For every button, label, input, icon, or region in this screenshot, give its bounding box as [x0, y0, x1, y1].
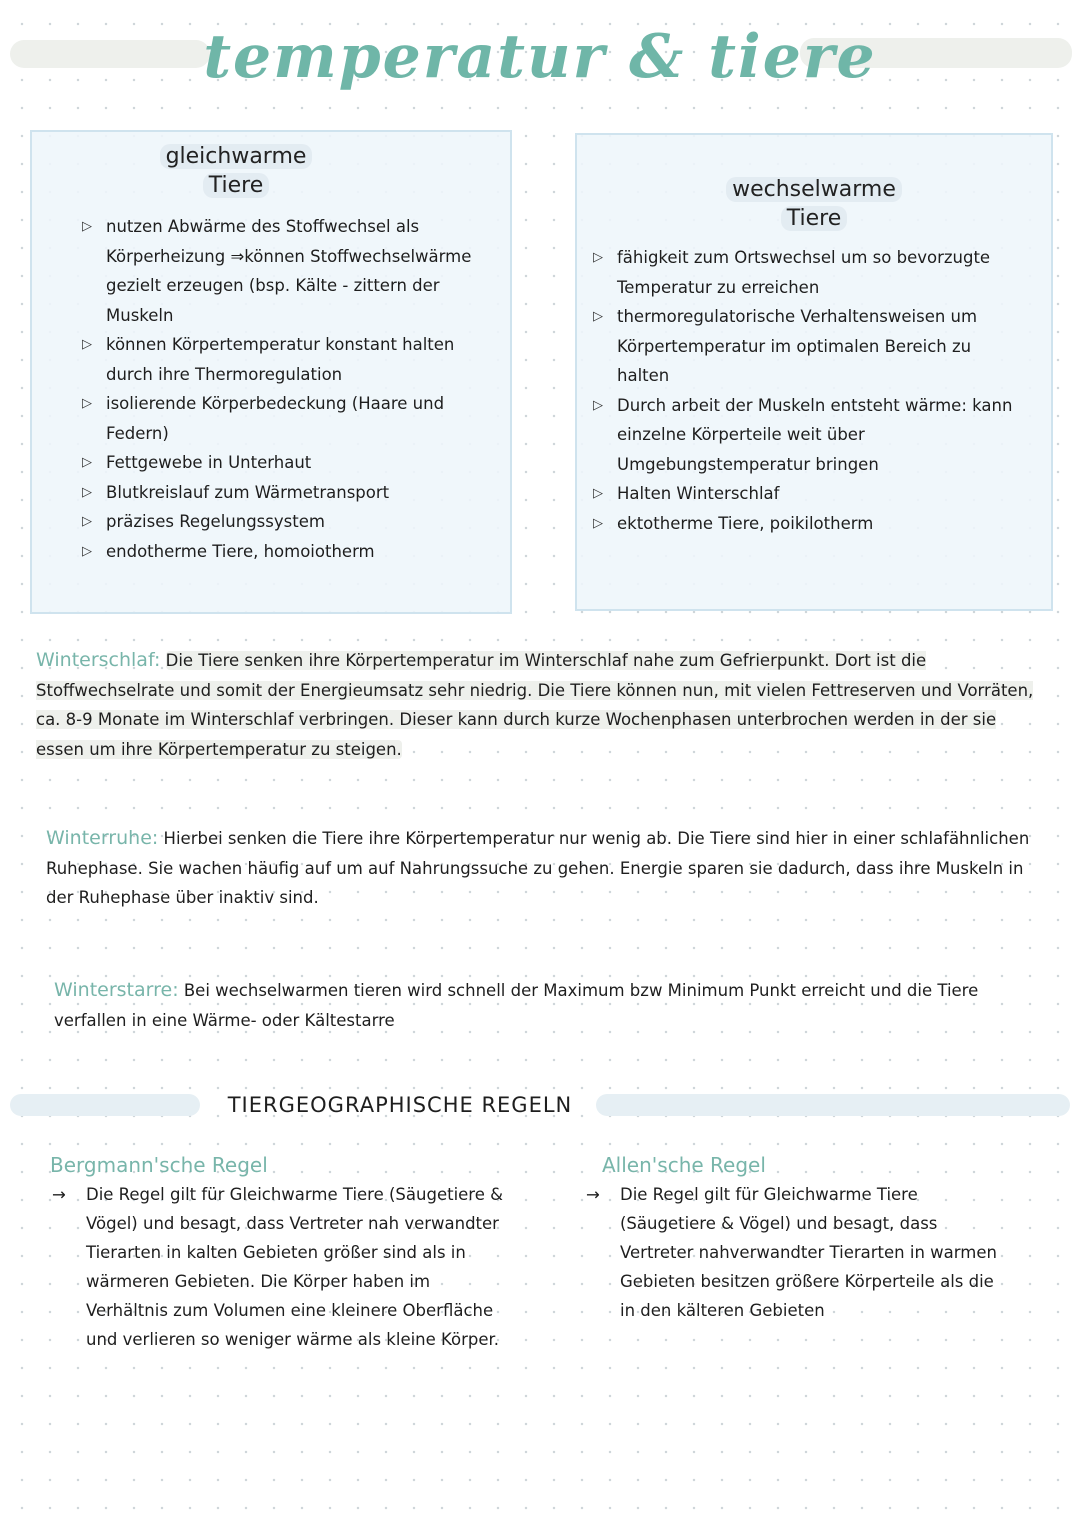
- winterstarre-paragraph: [54, 976, 1036, 1035]
- triangle-bullet-icon: ▷: [82, 514, 92, 529]
- triangle-bullet-icon: ▷: [82, 337, 92, 352]
- arrow-right-icon: →: [52, 1185, 66, 1204]
- arrow-right-icon: →: [586, 1185, 600, 1204]
- winterruhe-term: Winterruhe:: [46, 827, 159, 849]
- triangle-bullet-icon: ▷: [82, 484, 92, 500]
- allen-body: → Die Regel gilt für Gleichwarme Tiere (Säugetiere & Vögel) und besagt, dass Vertreter nahverwandter Tierarten in warmen Gebieten besitzen größere Körperteile als die in den kälteren Gebieten: [584, 1180, 1014, 1325]
- triangle-bullet-icon: ▷: [593, 515, 603, 531]
- gleichwarme-list: [82, 212, 474, 566]
- list-item: ▷ Fettgewebe in Unterhaut: [82, 448, 474, 478]
- box-wechselwarme-title: wechselwarme Tiere: [577, 175, 1051, 233]
- list-item: ▷ endotherme Tiere, homoiotherm: [82, 537, 474, 567]
- winterstarre-text: Bei wechselwarmen tieren wird schnell der Maximum bzw Minimum Punkt erreicht und die Tiere verfallen in eine Wärme- oder Kältestarre: [54, 981, 979, 1030]
- winterschlaf-paragraph: [36, 646, 1036, 764]
- winterstarre-term: Winterstarre:: [54, 979, 179, 1001]
- box-gleichwarme-title: gleichwarme Tiere: [0, 142, 510, 200]
- bergmann-body: → Die Regel gilt für Gleichwarme Tiere (Säugetiere & Vögel) und besagt, dass Vertreter nah verwandter Tierarten in kalten Gebieten größer sind als in wärmeren Gebieten. Die Körper haben im Verhältnis zum Volumen eine kleinere Oberfläche und verlieren so weniger wärme als kleine Körper.: [50, 1180, 510, 1354]
- winterruhe-text: Hierbei senken die Tiere ihre Körpertemperatur nur wenig ab. Die Tiere sind hier in einer schlafähnlichen Ruhephase. Sie wachen häufig auf um auf Nahrungssuche zu gehen. Energie sparen sie dadurch, dass ihre Muskeln in der Ruhephase über inaktiv sind.: [46, 829, 1030, 907]
- wechselwarme-list: [593, 243, 1021, 538]
- list-item: ▷ Durch arbeit der Muskeln entsteht wärme: kann einzelne Körperteile weit über Umgebungstemperatur bringen: [593, 391, 1021, 480]
- triangle-bullet-icon: ▷: [593, 250, 603, 265]
- section-bar-left: [10, 1094, 200, 1116]
- triangle-bullet-icon: ▷: [82, 219, 92, 234]
- allen-rule: [584, 1150, 1014, 1325]
- triangle-bullet-icon: ▷: [82, 543, 92, 559]
- list-item: ▷ präzises Regelungssystem: [82, 507, 474, 537]
- list-item: ▷ nutzen Abwärme des Stoffwechsel als Körperheizung ⇒können Stoffwechselwärme gezielt erzeugen (bsp. Kälte - zittern der Muskeln: [82, 212, 474, 330]
- triangle-bullet-icon: ▷: [593, 309, 603, 324]
- list-item: ▷ isolierende Körperbedeckung (Haare und Federn): [82, 389, 474, 448]
- allen-title: Allen'sche Regel: [602, 1153, 766, 1177]
- bergmann-rule: [50, 1150, 510, 1354]
- winterruhe-paragraph: [46, 824, 1036, 913]
- section-bar-right: [596, 1094, 1070, 1116]
- list-item: ▷ thermoregulatorische Verhaltensweisen um Körpertemperatur im optimalen Bereich zu halten: [593, 302, 1021, 391]
- triangle-bullet-icon: ▷: [82, 396, 92, 411]
- list-item: ▷ Halten Winterschlaf: [593, 479, 1021, 509]
- page-title: temperatur & tiere: [203, 22, 877, 92]
- triangle-bullet-icon: ▷: [82, 455, 92, 470]
- list-item: ▷ können Körpertemperatur konstant halten durch ihre Thermoregulation: [82, 330, 474, 389]
- winterschlaf-term: Winterschlaf:: [36, 649, 161, 671]
- triangle-bullet-icon: ▷: [593, 397, 603, 413]
- list-item: ▷ ektotherme Tiere, poikilotherm: [593, 509, 1021, 539]
- section-title: TIERGEOGRAPHISCHE REGELN: [227, 1093, 573, 1117]
- triangle-bullet-icon: ▷: [593, 486, 603, 501]
- winterschlaf-text: Die Tiere senken ihre Körpertemperatur im Winterschlaf nahe zum Gefrierpunkt. Dort ist die Stoffwechselrate und somit der Energieumsatz sehr niedrig. Die Tiere können nun, mit vielen Fettreserven und Vorräten, ca. 8-9 Monate im Winterschlaf verbringen. Dieser kann durch kurze Wochenphasen unterbrochen werden in der sie essen um ihre Körpertemperatur zu steigen.: [36, 651, 1034, 759]
- box-wechselwarme: [575, 133, 1053, 611]
- list-item: ▷ Blutkreislauf zum Wärmetransport: [82, 478, 474, 508]
- box-gleichwarme: [30, 130, 512, 614]
- list-item: ▷ fähigkeit zum Ortswechsel um so bevorzugte Temperatur zu erreichen: [593, 243, 1021, 302]
- bergmann-title: Bergmann'sche Regel: [50, 1153, 268, 1177]
